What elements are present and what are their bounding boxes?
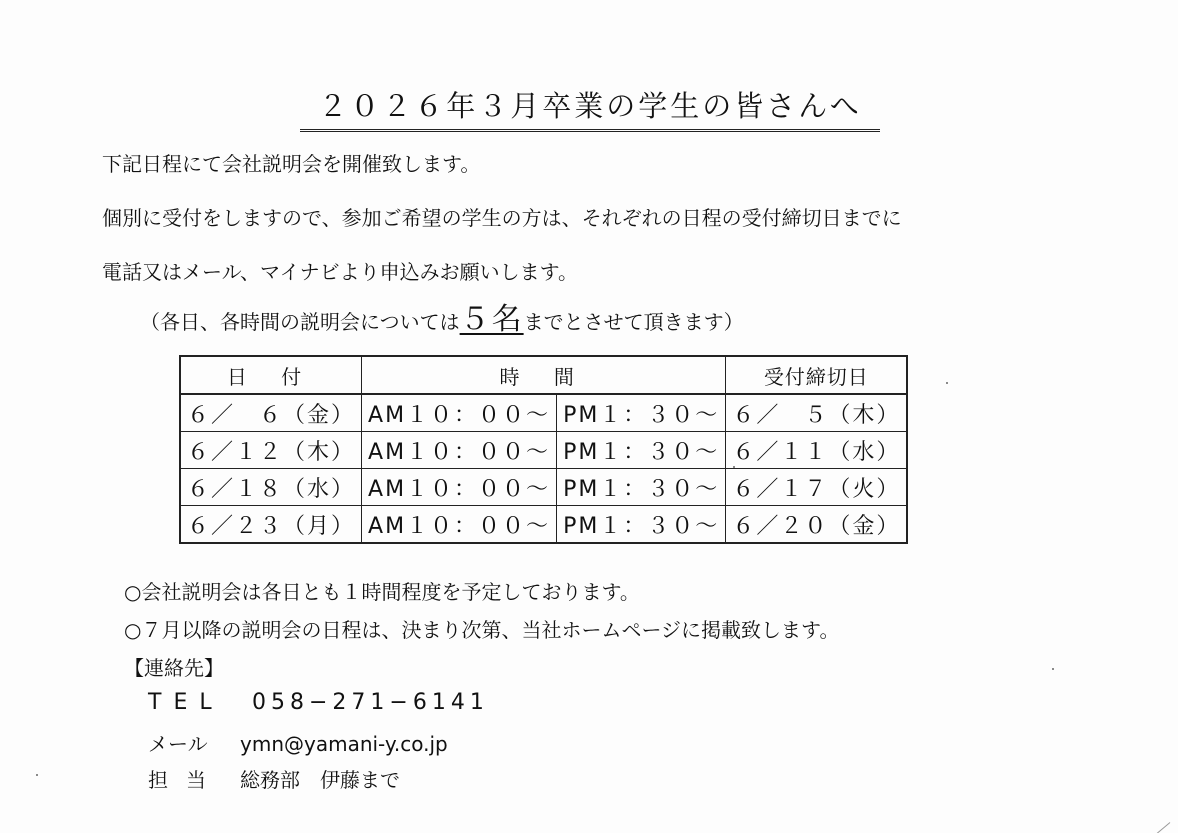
- document-title: ２０２６年３月卒業の学生の皆さんへ: [300, 84, 880, 132]
- capacity-note: [140, 294, 744, 338]
- intro-line-2: 個別に受付をしますので、参加ご希望の学生の方は、それぞれの日程の受付締切日までに: [102, 206, 902, 230]
- cell-date: ６／１８（水）: [180, 469, 362, 506]
- cell-am: AM１０：００～: [362, 469, 557, 506]
- cell-deadline: ６／１７（火）: [726, 469, 908, 506]
- cell-pm: PM１：３０～: [557, 506, 726, 544]
- cell-am: AM１０：００～: [362, 506, 557, 544]
- cell-deadline: ６／１１（水）: [726, 432, 908, 469]
- cell-date: ６／２３（月）: [180, 506, 362, 544]
- cell-pm: PM１：３０～: [557, 469, 726, 506]
- email-label: メール: [148, 732, 208, 756]
- contact-person: [148, 764, 400, 793]
- table-row: [180, 506, 907, 544]
- cell-am: AM１０：００～: [362, 432, 557, 469]
- cell-deadline: ６／２０（金）: [726, 506, 908, 544]
- contact-phone: [148, 690, 489, 715]
- note-duration: ○会社説明会は各日とも１時間程度を予定しております。: [124, 580, 640, 604]
- person-name: 総務部 伊藤まで: [240, 768, 400, 792]
- cell-am: AM１０：００～: [362, 394, 557, 432]
- scan-edge-mark: [1139, 822, 1170, 833]
- scan-speck: [36, 774, 38, 776]
- scan-speck: [733, 466, 735, 468]
- person-label: 担当: [148, 768, 224, 792]
- email-address: ymn@yamani-y.co.jp: [240, 732, 448, 756]
- scan-speck: [946, 382, 948, 384]
- note-july-schedule: ○７月以降の説明会の日程は、決まり次第、当社ホームページに掲載致します。: [124, 618, 840, 642]
- table-row: [180, 469, 907, 506]
- capacity-note-prefix: （各日、各時間の説明会については: [140, 310, 460, 334]
- contact-email: [148, 728, 448, 757]
- contact-heading: 【連絡先】: [124, 656, 224, 680]
- table-header-row: [180, 356, 907, 394]
- capacity-limit: ５名: [459, 302, 524, 337]
- phone-label: TEL: [148, 690, 224, 715]
- table-row: [180, 394, 907, 432]
- header-time: 時 間: [362, 356, 726, 394]
- table-row: [180, 432, 907, 469]
- header-deadline: 受付締切日: [726, 356, 908, 394]
- intro-line-1: 下記日程にて会社説明会を開催致します。: [102, 152, 481, 176]
- cell-deadline: ６／ ５（木）: [726, 394, 908, 432]
- cell-pm: PM１：３０～: [557, 432, 726, 469]
- scan-speck: [1052, 668, 1054, 670]
- cell-pm: PM１：３０～: [557, 394, 726, 432]
- intro-line-3: 電話又はメール、マイナビより申込みお願いします。: [102, 260, 578, 284]
- cell-date: ６／１２（木）: [180, 432, 362, 469]
- capacity-note-suffix: までとさせて頂きます）: [523, 310, 744, 334]
- phone-number: 058−271−6141: [252, 690, 489, 715]
- schedule-table: [179, 355, 908, 544]
- cell-date: ６／ ６（金）: [180, 394, 362, 432]
- header-date: 日 付: [180, 356, 362, 394]
